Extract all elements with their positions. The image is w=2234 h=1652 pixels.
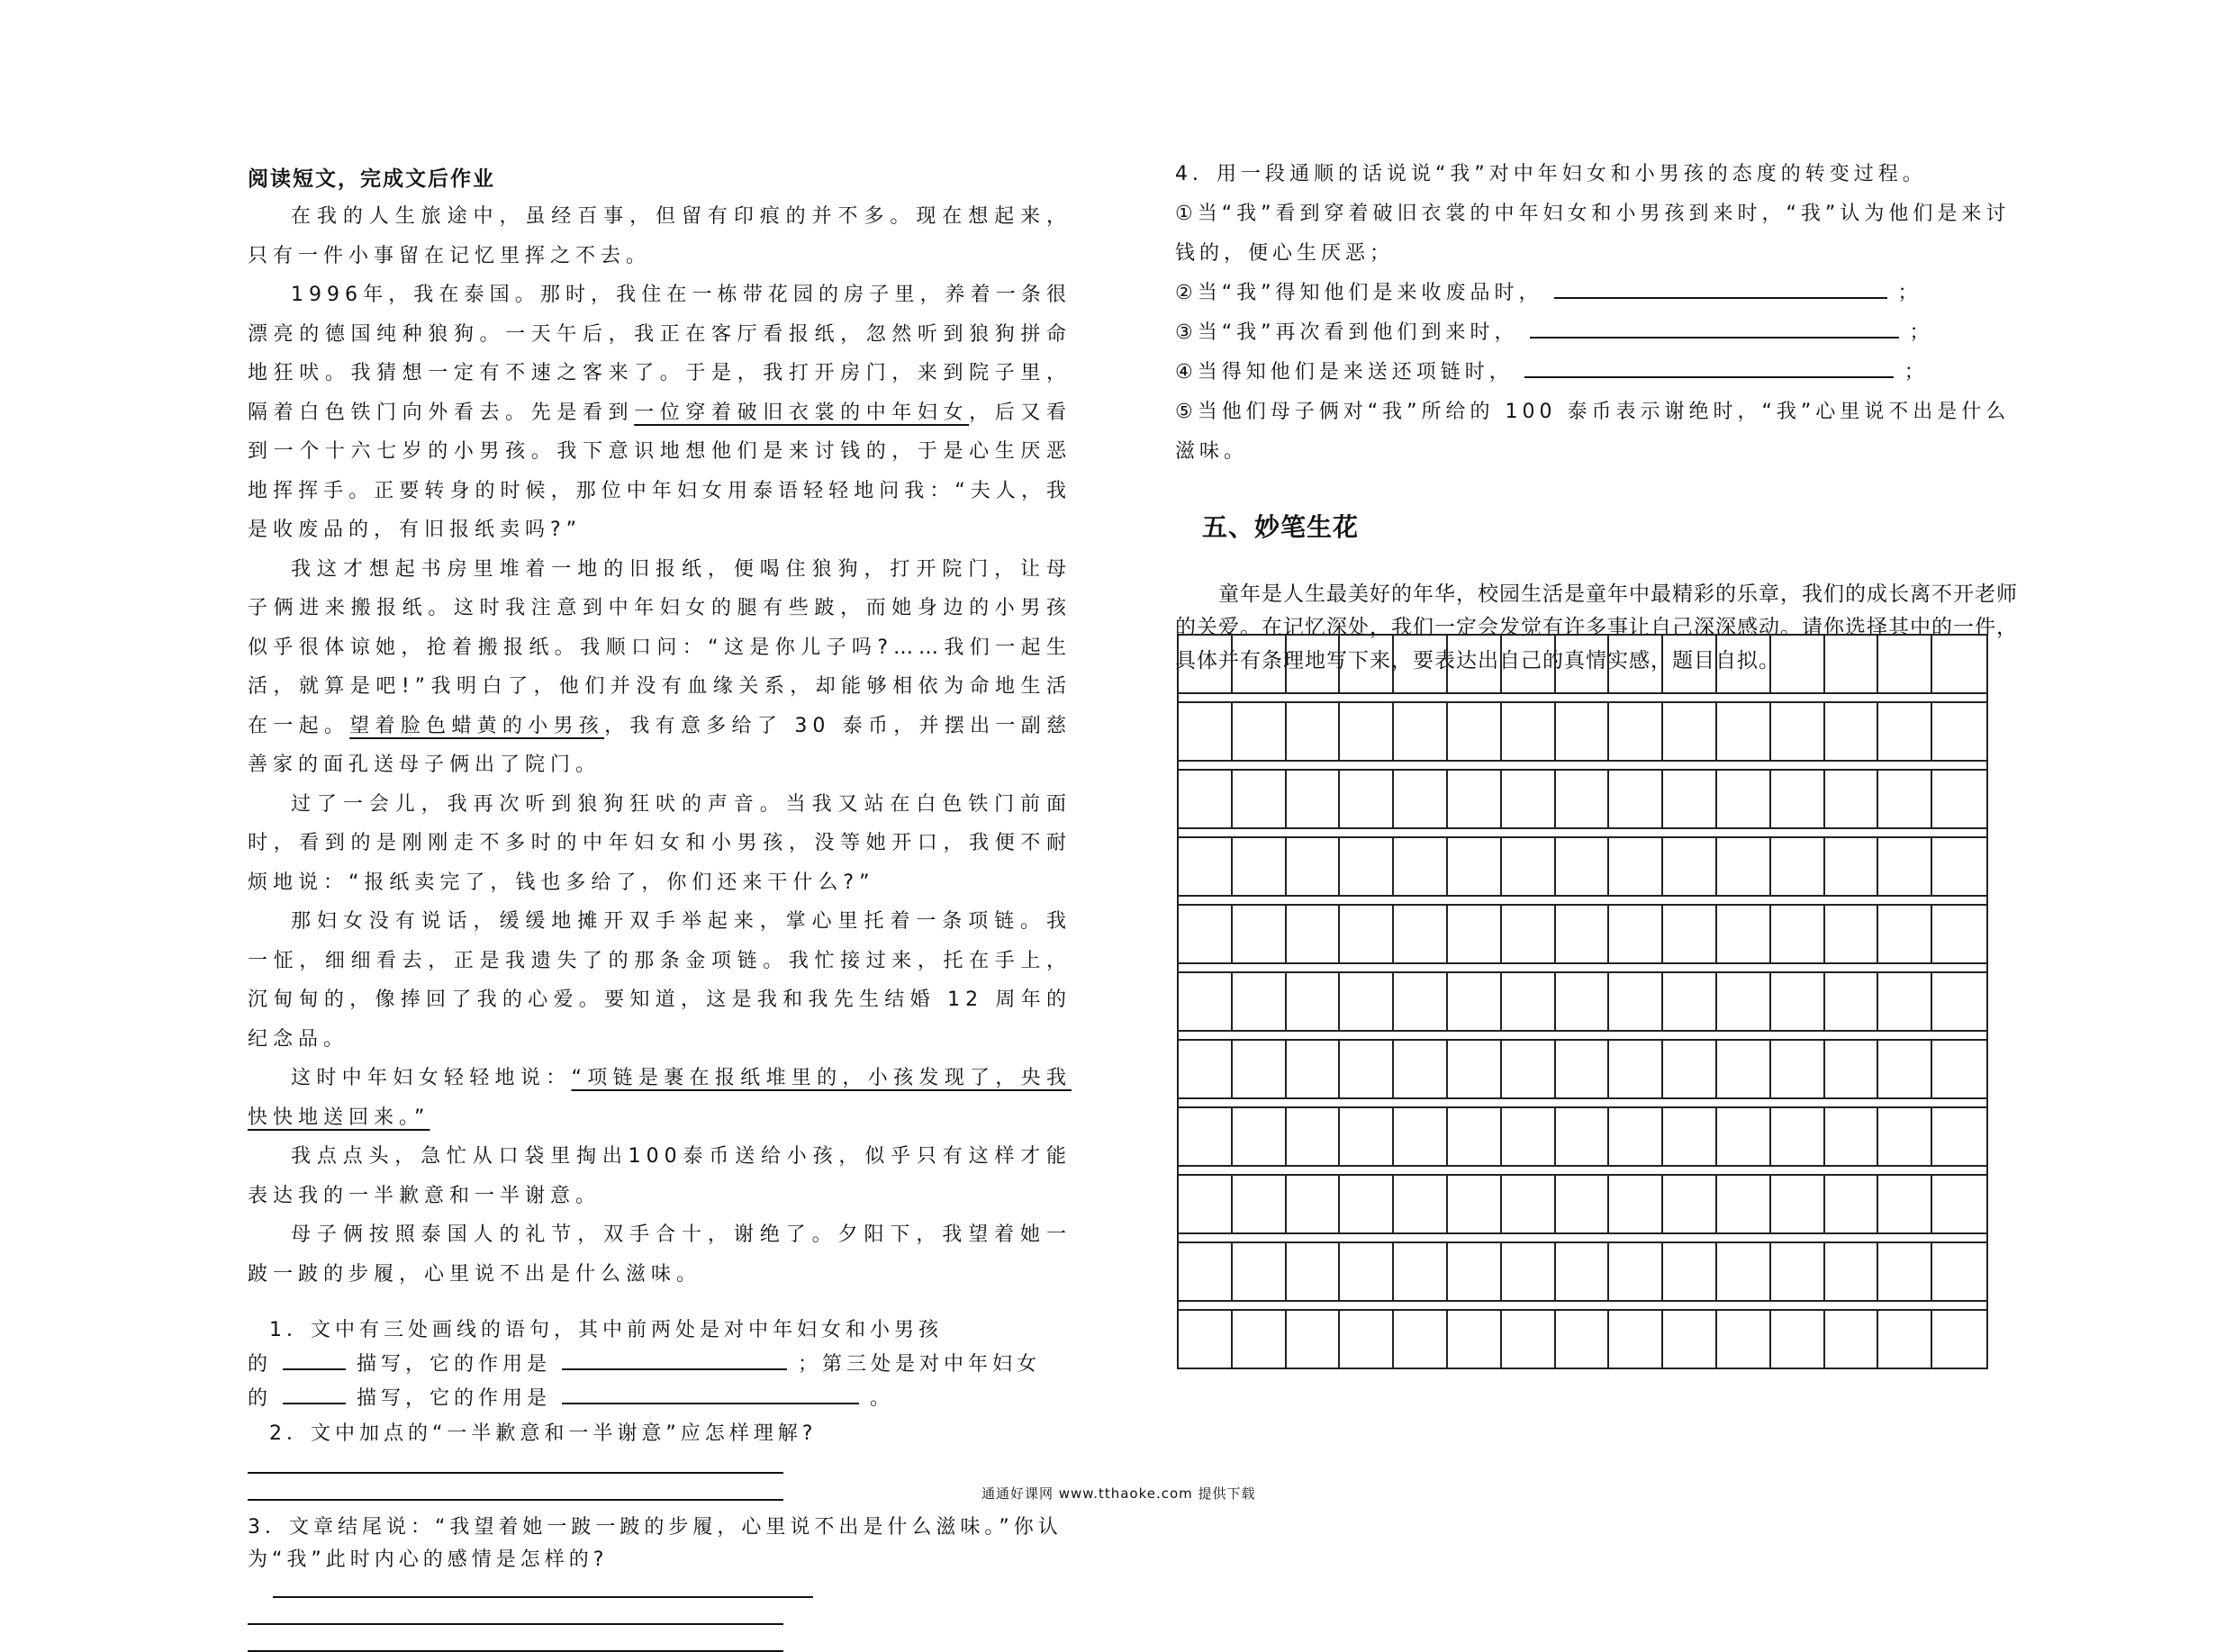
grid-cell[interactable] bbox=[1448, 636, 1502, 692]
grid-cell[interactable] bbox=[1717, 636, 1771, 692]
grid-cell[interactable] bbox=[1825, 1041, 1879, 1097]
grid-cell[interactable] bbox=[1663, 1108, 1717, 1165]
grid-row bbox=[1177, 1106, 1988, 1165]
grid-cell[interactable] bbox=[1287, 838, 1341, 895]
grid-cell[interactable] bbox=[1556, 703, 1610, 760]
grid-cell[interactable] bbox=[1394, 906, 1448, 962]
grid-cell[interactable] bbox=[1340, 703, 1394, 760]
grid-cell[interactable] bbox=[1609, 1041, 1663, 1097]
grid-cell[interactable] bbox=[1771, 838, 1825, 895]
grid-cell[interactable] bbox=[1502, 703, 1556, 760]
grid-cell[interactable] bbox=[1825, 1311, 1879, 1368]
grid-cell[interactable] bbox=[1609, 1108, 1663, 1165]
grid-cell[interactable] bbox=[1878, 1108, 1932, 1165]
grid-cell[interactable] bbox=[1878, 703, 1932, 760]
grid-cell[interactable] bbox=[1502, 1311, 1556, 1368]
grid-cell[interactable] bbox=[1932, 1243, 1986, 1300]
grid-cell[interactable] bbox=[1233, 1243, 1287, 1300]
grid-cell[interactable] bbox=[1609, 636, 1663, 692]
grid-row-gap bbox=[1177, 760, 1988, 769]
grid-row bbox=[1177, 1039, 1988, 1097]
grid-cell[interactable] bbox=[1340, 771, 1394, 827]
grid-cell[interactable] bbox=[1556, 1041, 1610, 1097]
grid-cell[interactable] bbox=[1878, 636, 1932, 692]
grid-cell[interactable] bbox=[1663, 771, 1717, 827]
answer-line[interactable] bbox=[273, 1596, 813, 1598]
grid-cell[interactable] bbox=[1394, 1041, 1448, 1097]
grid-cell[interactable] bbox=[1233, 1041, 1287, 1097]
grid-cell[interactable] bbox=[1609, 1176, 1663, 1232]
grid-cell[interactable] bbox=[1878, 973, 1932, 1030]
grid-cell[interactable] bbox=[1771, 703, 1825, 760]
grid-cell[interactable] bbox=[1233, 1108, 1287, 1165]
grid-cell[interactable] bbox=[1556, 636, 1610, 692]
grid-cell[interactable] bbox=[1448, 1243, 1502, 1300]
grid-cell[interactable] bbox=[1825, 636, 1879, 692]
grid-cell[interactable] bbox=[1340, 906, 1394, 962]
grid-cell[interactable] bbox=[1556, 1243, 1610, 1300]
grid-cell[interactable] bbox=[1394, 1176, 1448, 1232]
grid-cell[interactable] bbox=[1932, 1108, 1986, 1165]
grid-cell[interactable] bbox=[1502, 906, 1556, 962]
grid-row bbox=[1177, 1309, 1988, 1369]
grid-cell[interactable] bbox=[1609, 771, 1663, 827]
grid-cell[interactable] bbox=[1233, 973, 1287, 1030]
grid-cell[interactable] bbox=[1556, 1176, 1610, 1232]
grid-cell[interactable] bbox=[1717, 1243, 1771, 1300]
grid-cell[interactable] bbox=[1179, 973, 1233, 1030]
grid-cell[interactable] bbox=[1448, 771, 1502, 827]
grid-cell[interactable] bbox=[1556, 1311, 1610, 1368]
answer-blank[interactable] bbox=[1554, 279, 1887, 299]
reading-title: 阅读短文，完成文后作业 bbox=[248, 167, 495, 191]
grid-cell[interactable] bbox=[1717, 703, 1771, 760]
grid-cell[interactable] bbox=[1233, 906, 1287, 962]
answer-blank[interactable] bbox=[1530, 319, 1899, 339]
question-3: 3．文章结尾说：“我望着她一跛一跛的步履，心里说不出是什么滋味。”你认为“我”此时内心的感情是怎样的? bbox=[248, 1516, 1063, 1571]
passage-paragraph-8: 母子俩按照泰国人的礼节，双手合十，谢绝了。夕阳下，我望着她一跛一跛的步履，心里说不出是什么滋味。 bbox=[248, 1223, 1072, 1286]
grid-cell[interactable] bbox=[1287, 1108, 1341, 1165]
grid-row bbox=[1177, 904, 1988, 962]
grid-row-gap bbox=[1177, 1030, 1988, 1039]
grid-cell[interactable] bbox=[1878, 906, 1932, 962]
grid-row-gap bbox=[1177, 692, 1988, 701]
grid-row-gap bbox=[1177, 827, 1988, 836]
grid-row-gap bbox=[1177, 1300, 1988, 1309]
grid-cell[interactable] bbox=[1448, 973, 1502, 1030]
answer-line[interactable] bbox=[248, 1472, 783, 1474]
answer-blank[interactable] bbox=[283, 1350, 346, 1370]
grid-cell[interactable] bbox=[1717, 906, 1771, 962]
grid-cell[interactable] bbox=[1233, 636, 1287, 692]
passage-paragraph-2: 1996年，我在泰国。那时，我住在一栋带花园的房子里，养着一条很漂亮的德国纯种狼狗。一天午后，我正在客厅看报纸，忽然听到狼狗拼命地狂吠。我猜想一定有不速之客来了。于是，我打开房门，来到院子里，隔着白色铁门向外看去。先是看到一位穿着破旧衣裳的中年妇女，后又看到一个十六七岁的小男孩。我下意识地想他们是来讨钱的，于是心生厌恶地挥挥手。正要转身的时候，那位中年妇女用泰语轻轻地问我：“夫人，我是收废品的，有旧报纸卖吗?” bbox=[248, 284, 1072, 541]
grid-cell[interactable] bbox=[1287, 1243, 1341, 1300]
grid-cell[interactable] bbox=[1878, 771, 1932, 827]
grid-cell[interactable] bbox=[1771, 1243, 1825, 1300]
section-5-title: 五、妙笔生花 bbox=[1202, 512, 1360, 542]
grid-cell[interactable] bbox=[1448, 1041, 1502, 1097]
passage-paragraph-6: 这时中年妇女轻轻地说：“项链是裹在报纸堆里的，小孩发现了，央我快快地送回来。” bbox=[248, 1067, 1072, 1129]
grid-cell[interactable] bbox=[1878, 1311, 1932, 1368]
grid-row-gap bbox=[1177, 1165, 1988, 1174]
grid-cell[interactable] bbox=[1932, 906, 1986, 962]
grid-cell[interactable] bbox=[1287, 906, 1341, 962]
grid-cell[interactable] bbox=[1394, 636, 1448, 692]
grid-cell[interactable] bbox=[1932, 838, 1986, 895]
grid-cell[interactable] bbox=[1609, 1243, 1663, 1300]
answer-blank[interactable] bbox=[283, 1385, 346, 1404]
grid-cell[interactable] bbox=[1663, 973, 1717, 1030]
grid-cell[interactable] bbox=[1502, 771, 1556, 827]
grid-cell[interactable] bbox=[1287, 973, 1341, 1030]
grid-cell[interactable] bbox=[1340, 973, 1394, 1030]
grid-cell[interactable] bbox=[1448, 703, 1502, 760]
grid-cell[interactable] bbox=[1878, 1176, 1932, 1232]
grid-cell[interactable] bbox=[1878, 838, 1932, 895]
writing-grid[interactable] bbox=[1177, 634, 1988, 1369]
grid-cell[interactable] bbox=[1179, 838, 1233, 895]
footer-credit: 通通好课网 www.tthaoke.com 提供下载 bbox=[981, 1485, 1256, 1502]
grid-cell[interactable] bbox=[1179, 1108, 1233, 1165]
grid-cell[interactable] bbox=[1448, 1176, 1502, 1232]
grid-cell[interactable] bbox=[1502, 1041, 1556, 1097]
passage-paragraph-1: 在我的人生旅途中，虽经百事，但留有印痕的并不多。现在想起来，只有一件小事留在记忆里挥之不去。 bbox=[248, 205, 1072, 267]
essay-prompt: 童年是人生最美好的年华，校园生活是童年中最精彩的乐章，我们的成长离不开老师的关爱。在记忆深处，我们一定会发觉有许多事让自己深深感动。请你选择其中的一件，具体并有条理地写下来，要表达出自己的真情实感，题目自拟。 bbox=[1175, 582, 2018, 673]
grid-cell[interactable] bbox=[1502, 636, 1556, 692]
grid-cell[interactable] bbox=[1771, 636, 1825, 692]
grid-cell[interactable] bbox=[1609, 1311, 1663, 1368]
grid-cell[interactable] bbox=[1179, 1041, 1233, 1097]
question-4: 4．用一段通顺的话说说“我”对中年妇女和小男孩的态度的转变过程。 ①当“我”看到穿着破旧衣裳的中年妇女和小男孩到来时，“我”认为他们是来讨钱的，便心生厌恶； ②当“我”得知他们是来收废品时， ； ③当“我”再次看到他们到来时， ； ④当得知他们是来送还项链时， ； ⑤当他们母子俩对“我”所给的 100 泰币表示谢绝时，“我”心里说不出是什么滋味。 bbox=[1175, 163, 2011, 463]
grid-row-gap bbox=[1177, 962, 1988, 971]
grid-cell[interactable] bbox=[1502, 1108, 1556, 1165]
underlined-sentence-3: “项链是裹在报纸堆里的，小孩发现了，央我快快地送回来。” bbox=[248, 1067, 1072, 1129]
grid-cell[interactable] bbox=[1663, 1041, 1717, 1097]
grid-cell[interactable] bbox=[1340, 1041, 1394, 1097]
grid-cell[interactable] bbox=[1448, 1108, 1502, 1165]
passage-paragraph-3: 我这才想起书房里堆着一地的旧报纸，便喝住狼狗，打开院门，让母子俩进来搬报纸。这时我注意到中年妇女的腿有些跛，而她身边的小男孩似乎很体谅她，抢着搬报纸。我顺口问：“这是你儿子吗?……我们一起生活，就算是吧!”我明白了，他们并没有血缘关系，却能够相依为命地生活在一起。望着脸色蜡黄的小男孩，我有意多给了 30 泰币，并摆出一副慈善家的面孔送母子俩出了院门。 bbox=[248, 557, 1072, 776]
grid-cell[interactable] bbox=[1179, 1176, 1233, 1232]
left-column bbox=[248, 155, 1072, 1652]
grid-cell[interactable] bbox=[1663, 1311, 1717, 1368]
answer-blank[interactable] bbox=[1524, 358, 1894, 378]
answer-line[interactable] bbox=[248, 1499, 783, 1501]
grid-cell[interactable] bbox=[1502, 1176, 1556, 1232]
grid-cell[interactable] bbox=[1287, 1041, 1341, 1097]
grid-cell[interactable] bbox=[1771, 1108, 1825, 1165]
grid-row-gap bbox=[1177, 895, 1988, 904]
grid-cell[interactable] bbox=[1717, 771, 1771, 827]
underlined-sentence-2: 望着脸色蜡黄的小男孩 bbox=[349, 714, 605, 737]
grid-cell[interactable] bbox=[1394, 1311, 1448, 1368]
grid-cell[interactable] bbox=[1287, 1176, 1341, 1232]
grid-cell[interactable] bbox=[1663, 838, 1717, 895]
grid-row bbox=[1177, 701, 1988, 760]
grid-row bbox=[1177, 836, 1988, 895]
grid-cell[interactable] bbox=[1717, 1311, 1771, 1368]
grid-cell[interactable] bbox=[1771, 906, 1825, 962]
grid-cell[interactable] bbox=[1825, 1243, 1879, 1300]
grid-cell[interactable] bbox=[1394, 1243, 1448, 1300]
grid-cell[interactable] bbox=[1179, 703, 1233, 760]
grid-cell[interactable] bbox=[1717, 973, 1771, 1030]
grid-cell[interactable] bbox=[1771, 1311, 1825, 1368]
grid-cell[interactable] bbox=[1340, 1176, 1394, 1232]
grid-cell[interactable] bbox=[1825, 1108, 1879, 1165]
grid-cell[interactable] bbox=[1932, 703, 1986, 760]
grid-cell[interactable] bbox=[1663, 1243, 1717, 1300]
grid-cell[interactable] bbox=[1179, 771, 1233, 827]
grid-cell[interactable] bbox=[1609, 838, 1663, 895]
grid-cell[interactable] bbox=[1394, 703, 1448, 760]
grid-cell[interactable] bbox=[1825, 973, 1879, 1030]
grid-cell[interactable] bbox=[1825, 771, 1879, 827]
grid-cell[interactable] bbox=[1663, 1176, 1717, 1232]
grid-cell[interactable] bbox=[1825, 906, 1879, 962]
grid-cell[interactable] bbox=[1394, 1108, 1448, 1165]
grid-cell[interactable] bbox=[1287, 703, 1341, 760]
grid-cell[interactable] bbox=[1340, 1311, 1394, 1368]
grid-cell[interactable] bbox=[1287, 771, 1341, 827]
grid-cell[interactable] bbox=[1556, 906, 1610, 962]
grid-cell[interactable] bbox=[1771, 1176, 1825, 1232]
underlined-sentence-1: 一位穿着破旧衣裳的中年妇女 bbox=[634, 401, 970, 424]
grid-cell[interactable] bbox=[1233, 771, 1287, 827]
grid-row-gap bbox=[1177, 1097, 1988, 1106]
grid-cell[interactable] bbox=[1448, 906, 1502, 962]
grid-cell[interactable] bbox=[1932, 771, 1986, 827]
grid-cell[interactable] bbox=[1878, 1041, 1932, 1097]
grid-cell[interactable] bbox=[1771, 973, 1825, 1030]
grid-cell[interactable] bbox=[1448, 838, 1502, 895]
grid-row-gap bbox=[1177, 1232, 1988, 1241]
answer-line[interactable] bbox=[248, 1623, 783, 1625]
grid-cell[interactable] bbox=[1932, 973, 1986, 1030]
passage-paragraph-4: 过了一会儿，我再次听到狼狗狂吠的声音。当我又站在白色铁门前面时，看到的是刚刚走不多时的中年妇女和小男孩，没等她开口，我便不耐烦地说：“报纸卖完了，钱也多给了，你们还来干什么?” bbox=[248, 792, 1072, 894]
grid-cell[interactable] bbox=[1932, 1311, 1986, 1368]
right-column bbox=[1175, 155, 2021, 678]
grid-cell[interactable] bbox=[1556, 973, 1610, 1030]
grid-cell[interactable] bbox=[1340, 1243, 1394, 1300]
grid-cell[interactable] bbox=[1233, 838, 1287, 895]
grid-cell[interactable] bbox=[1179, 906, 1233, 962]
grid-cell[interactable] bbox=[1179, 1243, 1233, 1300]
question-2: 2．文中加点的“一半歉意和一半谢意”应怎样理解? bbox=[269, 1422, 818, 1445]
grid-cell[interactable] bbox=[1502, 838, 1556, 895]
grid-row bbox=[1177, 971, 1988, 1030]
grid-row bbox=[1177, 769, 1988, 827]
grid-cell[interactable] bbox=[1609, 973, 1663, 1030]
grid-cell[interactable] bbox=[1340, 1108, 1394, 1165]
grid-row bbox=[1177, 634, 1988, 692]
grid-cell[interactable] bbox=[1932, 636, 1986, 692]
grid-row bbox=[1177, 1174, 1988, 1232]
grid-cell[interactable] bbox=[1663, 906, 1717, 962]
grid-cell[interactable] bbox=[1825, 1176, 1879, 1232]
grid-cell[interactable] bbox=[1717, 838, 1771, 895]
answer-blank[interactable] bbox=[562, 1350, 787, 1370]
grid-cell[interactable] bbox=[1771, 1041, 1825, 1097]
grid-cell[interactable] bbox=[1340, 838, 1394, 895]
grid-cell[interactable] bbox=[1233, 703, 1287, 760]
grid-cell[interactable] bbox=[1233, 1311, 1287, 1368]
grid-cell[interactable] bbox=[1394, 838, 1448, 895]
grid-cell[interactable] bbox=[1609, 906, 1663, 962]
grid-cell[interactable] bbox=[1287, 1311, 1341, 1368]
answer-blank[interactable] bbox=[562, 1385, 859, 1404]
grid-cell[interactable] bbox=[1287, 636, 1341, 692]
grid-cell[interactable] bbox=[1717, 1041, 1771, 1097]
grid-cell[interactable] bbox=[1609, 703, 1663, 760]
grid-cell[interactable] bbox=[1825, 703, 1879, 760]
grid-cell[interactable] bbox=[1394, 973, 1448, 1030]
question-1: 1．文中有三处画线的语句，其中前两处是对中年妇女和小男孩 的 描写，它的作用是 ；第三处是对中年妇女 的 描写，它的作用是 。 bbox=[248, 1319, 1042, 1410]
grid-cell[interactable] bbox=[1878, 1243, 1932, 1300]
grid-cell[interactable] bbox=[1233, 1176, 1287, 1232]
grid-cell[interactable] bbox=[1932, 1041, 1986, 1097]
passage-paragraph-7: 我点点头，急忙从口袋里掏出100泰币送给小孩，似乎只有这样才能表达我的一半歉意和一半谢意。 bbox=[248, 1145, 1072, 1207]
grid-cell[interactable] bbox=[1502, 973, 1556, 1030]
grid-cell[interactable] bbox=[1663, 703, 1717, 760]
grid-cell[interactable] bbox=[1502, 1243, 1556, 1300]
grid-cell[interactable] bbox=[1663, 636, 1717, 692]
grid-cell[interactable] bbox=[1556, 771, 1610, 827]
passage-paragraph-5: 那妇女没有说话，缓缓地摊开双手举起来，掌心里托着一条项链。我一怔，细细看去，正是我遗失了的那条金项链。我忙接过来，托在手上，沉甸甸的，像捧回了我的心爱。要知道，这是我和我先生结婚 12 周年的纪念品。 bbox=[248, 910, 1072, 1051]
grid-cell[interactable] bbox=[1448, 1311, 1502, 1368]
grid-cell[interactable] bbox=[1825, 838, 1879, 895]
grid-cell[interactable] bbox=[1179, 1311, 1233, 1368]
grid-cell[interactable] bbox=[1771, 771, 1825, 827]
grid-cell[interactable] bbox=[1717, 1108, 1771, 1165]
grid-row bbox=[1177, 1241, 1988, 1300]
grid-cell[interactable] bbox=[1717, 1176, 1771, 1232]
grid-cell[interactable] bbox=[1394, 771, 1448, 827]
grid-cell[interactable] bbox=[1556, 1108, 1610, 1165]
grid-cell[interactable] bbox=[1932, 1176, 1986, 1232]
grid-cell[interactable] bbox=[1179, 636, 1233, 692]
grid-cell[interactable] bbox=[1340, 636, 1394, 692]
grid-cell[interactable] bbox=[1556, 838, 1610, 895]
